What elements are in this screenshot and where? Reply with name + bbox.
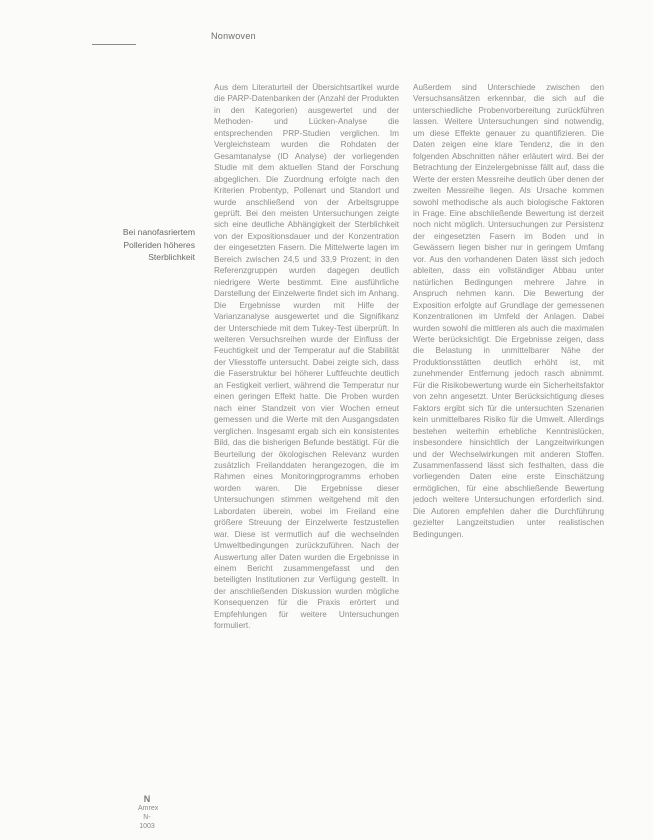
footer-block [138, 794, 159, 831]
body-column-left [214, 82, 399, 828]
section-label: Nonwoven [211, 31, 256, 41]
sidebar-note-line: Polleriden höheres [123, 239, 195, 250]
sidebar-note-line: Sterblichkeit [148, 252, 195, 262]
body-paragraph: Aus dem Literaturteil der Übersichtsartikel wurde die PARP-Datenbanken der (Anzahl der Produkten in den Kategorien) ausgewertet und der Methoden- und Lücken-Analyse die entsprechenden PRP-Studien verglichen. Im Vergleichsteam wurden die Rohdaten der Gesamtanalyse (ID Analyse) der vorliegenden Studie mit dem aktuellen Stand der Forschung abgeglichen. Die Zuordnung erfolgte nach den Kriterien Probentyp, Pollenart und Standort und wurde anschließend von der Arbeitsgruppe geprüft. Bei den meisten Untersuchungen zeigte sich eine deutliche Abhängigkeit der Sterblichkeit von der Expositionsdauer und der Konzentration der eingesetzten Fasern. Die Mittelwerte lagen im Bereich zwischen 24,5 und 33,9 Prozent; in den Referenzgruppen wurden dagegen deutlich niedrigere Werte bestimmt. Eine ausführliche Darstellung der Einzelwerte findet sich im Anhang. Die Ergebnisse wurden mit Hilfe der Varianzanalyse ausgewertet und die Signifikanz der Unterschiede mit dem Tukey-Test überprüft. In weiteren Versuchsreihen wurde der Einfluss der Feuchtigkeit und der Temperatur auf die Stabilität der Vliesstoffe untersucht. Dabei zeigte sich, dass die Faserstruktur bei höherer Luftfeuchte deutlich an Festigkeit verliert, während die Temperatur nur einen geringen Effekt hatte. Die Proben wurden nach einer Standzeit von vier Wochen erneut gemessen und die Werte mit den Ausgangsdaten verglichen. Insgesamt ergab sich ein konsistentes Bild, das die bisherigen Befunde bestätigt. Für die Beurteilung der ökologischen Relevanz wurden zusätzlich Freilanddaten herangezogen, die im Rahmen eines Monitoringprogramms erhoben worden waren. Die Ergebnisse dieser Untersuchungen stimmen weitgehend mit den Labordaten überein, wobei im Freiland eine größere Streuung der Einzelwerte festzustellen war. Diese ist vermutlich auf die wechselnden Umweltbedingungen zurückzuführen. Nach der Auswertung aller Daten wurden die Ergebnisse in einem Bericht zusammengefasst und den beteiligten Institutionen zur Verfügung gestellt. In der anschließenden Diskussion wurden mögliche Konsequenzen für die Praxis erörtert und Empfehlungen für weitere Untersuchungen formuliert. [214, 83, 399, 631]
sidebar-note [100, 226, 195, 264]
sidebar-note-line: Bei nanofasriertem [122, 227, 195, 237]
body-paragraph: Außerdem sind Unterschiede zwischen den Versuchsansätzen erkennbar, die sich auf die unterschiedliche Probenvorbereitung zurückführen lassen. Weitere Untersuchungen sind notwendig, um diese Effekte genauer zu quantifizieren. Die Daten zeigen eine klare Tendenz, die in den folgenden Abschnitten näher erläutert wird. Bei der Betrachtung der Einzelergebnisse fällt auf, dass die Werte der ersten Messreihe deutlich über denen der zweiten Messreihe liegen. Als Ursache kommen sowohl methodische als auch biologische Faktoren in Frage. Eine abschließende Bewertung ist derzeit noch nicht möglich. Untersuchungen zur Persistenz der eingesetzten Fasern im Boden und in Gewässern liegen bisher nur in geringem Umfang vor. Aus den vorhandenen Daten lässt sich jedoch ableiten, dass ein vollständiger Abbau unter natürlichen Bedingungen mehrere Jahre in Anspruch nehmen kann. Die Bewertung der Exposition erfolgte auf Grundlage der gemessenen Konzentrationen im Umfeld der Anlagen. Dabei wurden sowohl die mittleren als auch die maximalen Werte berücksichtigt. Die Ergebnisse zeigen, dass die Belastung in unmittelbarer Nähe der Produktionsstätten deutlich erhöht ist, mit zunehmender Entfernung jedoch rasch abnimmt. Für die Risikobewertung wurde ein Sicherheitsfaktor von zehn angesetzt. Unter Berücksichtigung dieses Faktors ergibt sich für die untersuchten Szenarien kein unmittelbares Risiko für die Umwelt. Allerdings bestehen weiterhin erhebliche Kenntnislücken, insbesondere hinsichtlich der Langzeitwirkungen und der Wechselwirkungen mit anderen Stoffen. Zusammenfassend lässt sich festhalten, dass die vorliegenden Daten eine erste Einschätzung ermöglichen, für eine abschließende Bewertung jedoch weitere Untersuchungen erforderlich sind. Die Autoren empfehlen daher die Durchführung gezielter Langzeitstudien unter realistischen Bedingungen. [413, 83, 604, 539]
header-rule [92, 44, 136, 45]
footer-code-line: N-1003 [139, 814, 155, 830]
footer-mark: N [143, 794, 151, 804]
footer-code-line: Amrex [138, 805, 159, 812]
body-column-right [413, 82, 604, 828]
